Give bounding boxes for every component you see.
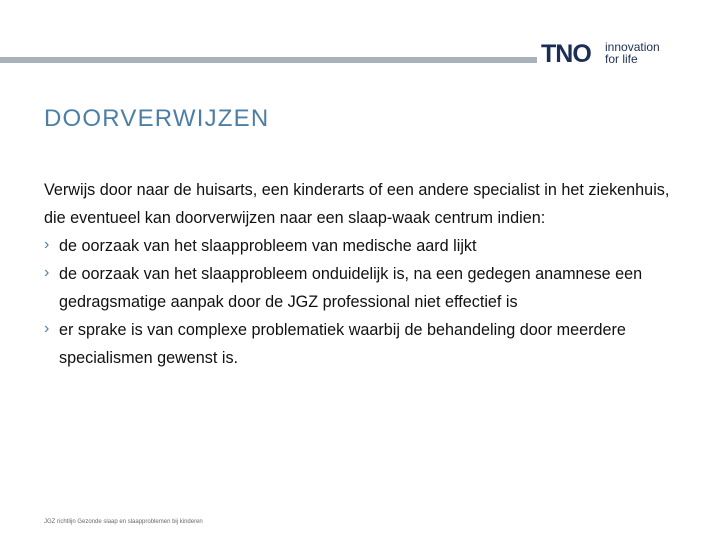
slide-body: [44, 176, 684, 372]
chevron-right-icon: ›: [44, 320, 50, 337]
logo-mark: TNO: [541, 40, 591, 68]
chevron-right-icon: ›: [44, 264, 50, 281]
bullet-list: [44, 232, 684, 372]
intro-text: Verwijs door naar de huisarts, een kinderarts of een andere specialist in het ziekenhuis, die eventueel kan doorverwijzen naar een slaap-waak centrum indien:: [44, 181, 670, 227]
logo-tagline-line2: for life: [605, 52, 638, 66]
chevron-right-icon: ›: [44, 236, 50, 253]
logo-tagline-line1: innovation: [605, 40, 660, 54]
bullet-item: [44, 232, 684, 260]
slide-title: DOORVERWIJZEN: [44, 105, 270, 132]
bullet-text: de oorzaak van het slaapprobleem onduidelijk is, na een gedegen anamnese een gedragsmatige aanpak door de JGZ professional niet effectief is: [59, 265, 643, 311]
logo-tagline: [605, 41, 660, 65]
slide-footer: JGZ richtlijn Gezonde slaap en slaapproblemen bij kinderen: [44, 519, 203, 525]
bullet-item: [44, 260, 684, 316]
header-rule: [0, 57, 537, 63]
bullet-item: [44, 316, 684, 372]
tno-logo: [541, 41, 671, 67]
bullet-text: de oorzaak van het slaapprobleem van medische aard lijkt: [59, 237, 477, 255]
bullet-text: er sprake is van complexe problematiek waarbij de behandeling door meerdere specialismen gewenst is.: [59, 321, 626, 367]
